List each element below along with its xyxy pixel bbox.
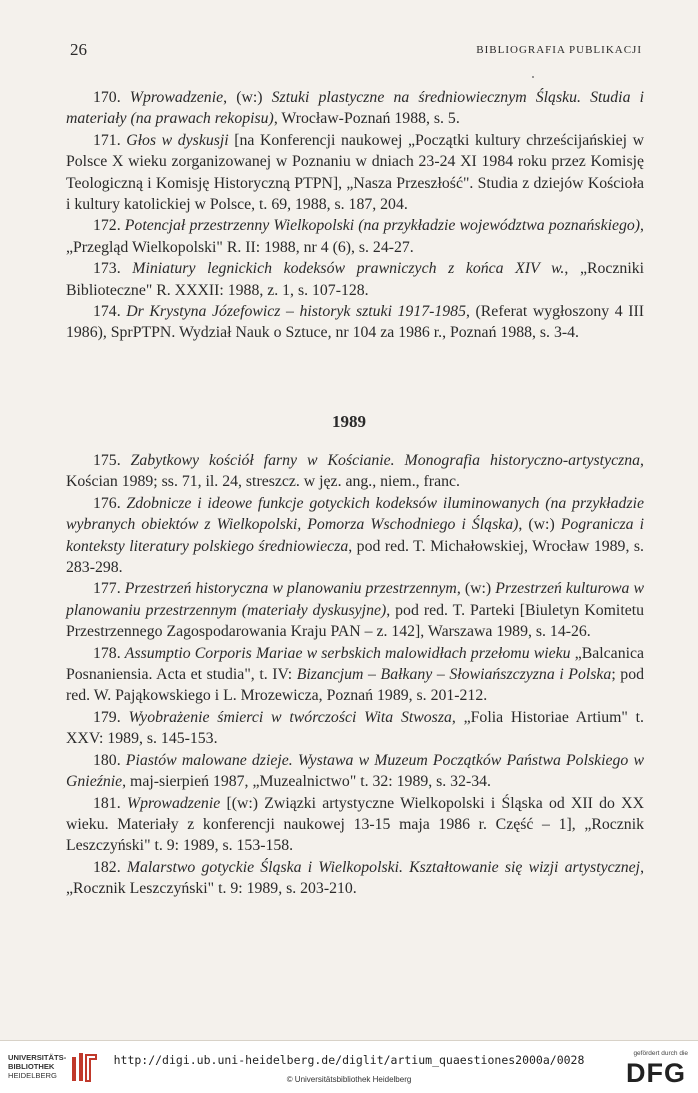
bib-entry: 171. Głos w dyskusji [na Konferencji naukowej „Początki kultury chrześcijańskiej w Polsce X wieku zorganizowanej w Poznaniu w dniach 23-24 XI 1984 roku przez Komisję Teologiczną i Komisję Historyczną PTPN], „Nasza Przeszłość". Studia z dziejów Kościoła i kultury katolickiej w Polsce, t. 69, 1988, s. 187, 204. bbox=[66, 131, 644, 214]
bib-entry: 179. Wyobrażenie śmierci w twórczości Wita Stwosza, „Folia Historiae Artium" t. XXV: 1989, s. 145-153. bbox=[66, 708, 644, 748]
running-head: BIBLIOGRAFIA PUBLIKACJI bbox=[476, 44, 642, 56]
dfg-logo[interactable]: DFG bbox=[626, 1058, 686, 1088]
bib-entry: 175. Zabytkowy kościół farny w Kościanie. Monografia historyczno-artystyczna, Kościan 1989; ss. 71, il. 24, streszcz. w jęz. ang., niem., franc. bbox=[66, 452, 644, 491]
entries-1989 bbox=[66, 450, 644, 900]
permalink-url[interactable]: http://digi.ub.uni-heidelberg.de/diglit/artium_quaestiones2000a/0028 bbox=[113, 1053, 585, 1067]
ink-speck bbox=[532, 76, 534, 78]
bib-entry: 177. Przestrzeń historyczna w planowaniu przestrzennym, (w:) Przestrzeń kulturowa w planowaniu przestrzennym (materiały dyskusyjne), pod red. T. Parteki [Biuletyn Komitetu Przestrzennego Zagospodarowania Kraju PAN – z. 142], Warszawa 1989, s. 14-26. bbox=[66, 580, 645, 641]
bib-entry: 170. Wprowadzenie, (w:) Sztuki plastyczne na średniowiecznym Śląsku. Studia i materiały (na prawach rekopisu), Wrocław-Poznań 1988, s. 5. bbox=[66, 89, 644, 128]
bib-entry: 181. Wprowadzenie [(w:) Związki artystyczne Wielkopolski i Śląska od XII do XX wieku. Materiały z konferencji naukowej 13-15 maja 1986 r. Część – 1], „Rocznik Leszczyński" t. 9: 1989, s. 153-158. bbox=[66, 794, 644, 855]
bib-entry: 172. Potencjał przestrzenny Wielkopolski (na przykładzie województwa poznańskiego), „Przegląd Wielkopolski" R. II: 1988, nr 4 (6), s. 24-27. bbox=[66, 217, 644, 256]
bib-entry: 173. Miniatury legnickich kodeksów prawniczych z końca XIV w., „Roczniki Biblioteczne" R. XXXII: 1988, z. 1, s. 107-128. bbox=[66, 260, 644, 299]
copyright-text: © Universitätsbibliothek Heidelberg bbox=[286, 1075, 412, 1084]
library-logo-text[interactable]: UNIVERSITÄTS- BIBLIOTHEK HEIDELBERG bbox=[8, 1053, 67, 1080]
bib-entry: 180. Piastów malowane dzieje. Wystawa w Muzeum Początków Państwa Polskiego w Gnieźnie, maj-sierpień 1987, „Muzealnictwo" t. 32: 1989, s. 32-34. bbox=[66, 751, 644, 791]
page-number: 26 bbox=[70, 40, 87, 59]
funded-by-label: gefördert durch die bbox=[633, 1050, 688, 1057]
bib-entry: 178. Assumptio Corporis Mariae w serbskich malowidłach przełomu wieku „Balcanica Posnaniensia. Acta et studia", t. IV: Bizancjum – Bałkany – Słowiańszczyzna i Polska; pod red. W. Pająkowskiego i L. Mrozewicza, Poznań 1989, s. 201-212. bbox=[66, 644, 645, 705]
bib-entry: 174. Dr Krystyna Józefowicz – historyk sztuki 1917-1985, (Referat wygłoszony 4 III 1986), SprPTPN. Wydział Nauk o Sztuce, nr 104 za 1986 r., Poznań 1988, s. 3-4. bbox=[66, 303, 645, 342]
bib-entry: 176. Zdobnicze i ideowe funkcje gotyckich kodeksów iluminowanych (na przykładzie wybranych obiektów z Wielkopolski, Pomorza Wschodniego i Śląska), (w:) Pogranicza i konteksty literatury polskiego średniowiecza, pod red. T. Michałowskiej, Wrocław 1989, s. 283-298. bbox=[66, 494, 644, 577]
entries-1988 bbox=[66, 87, 644, 344]
bib-entry: 182. Malarstwo gotyckie Śląska i Wielkopolski. Kształtowanie się wizji artystycznej, „Rocznik Leszczyński" t. 9: 1989, s. 203-210. bbox=[66, 858, 645, 898]
footer-bar bbox=[0, 1041, 698, 1093]
year-heading: 1989 bbox=[332, 412, 366, 431]
